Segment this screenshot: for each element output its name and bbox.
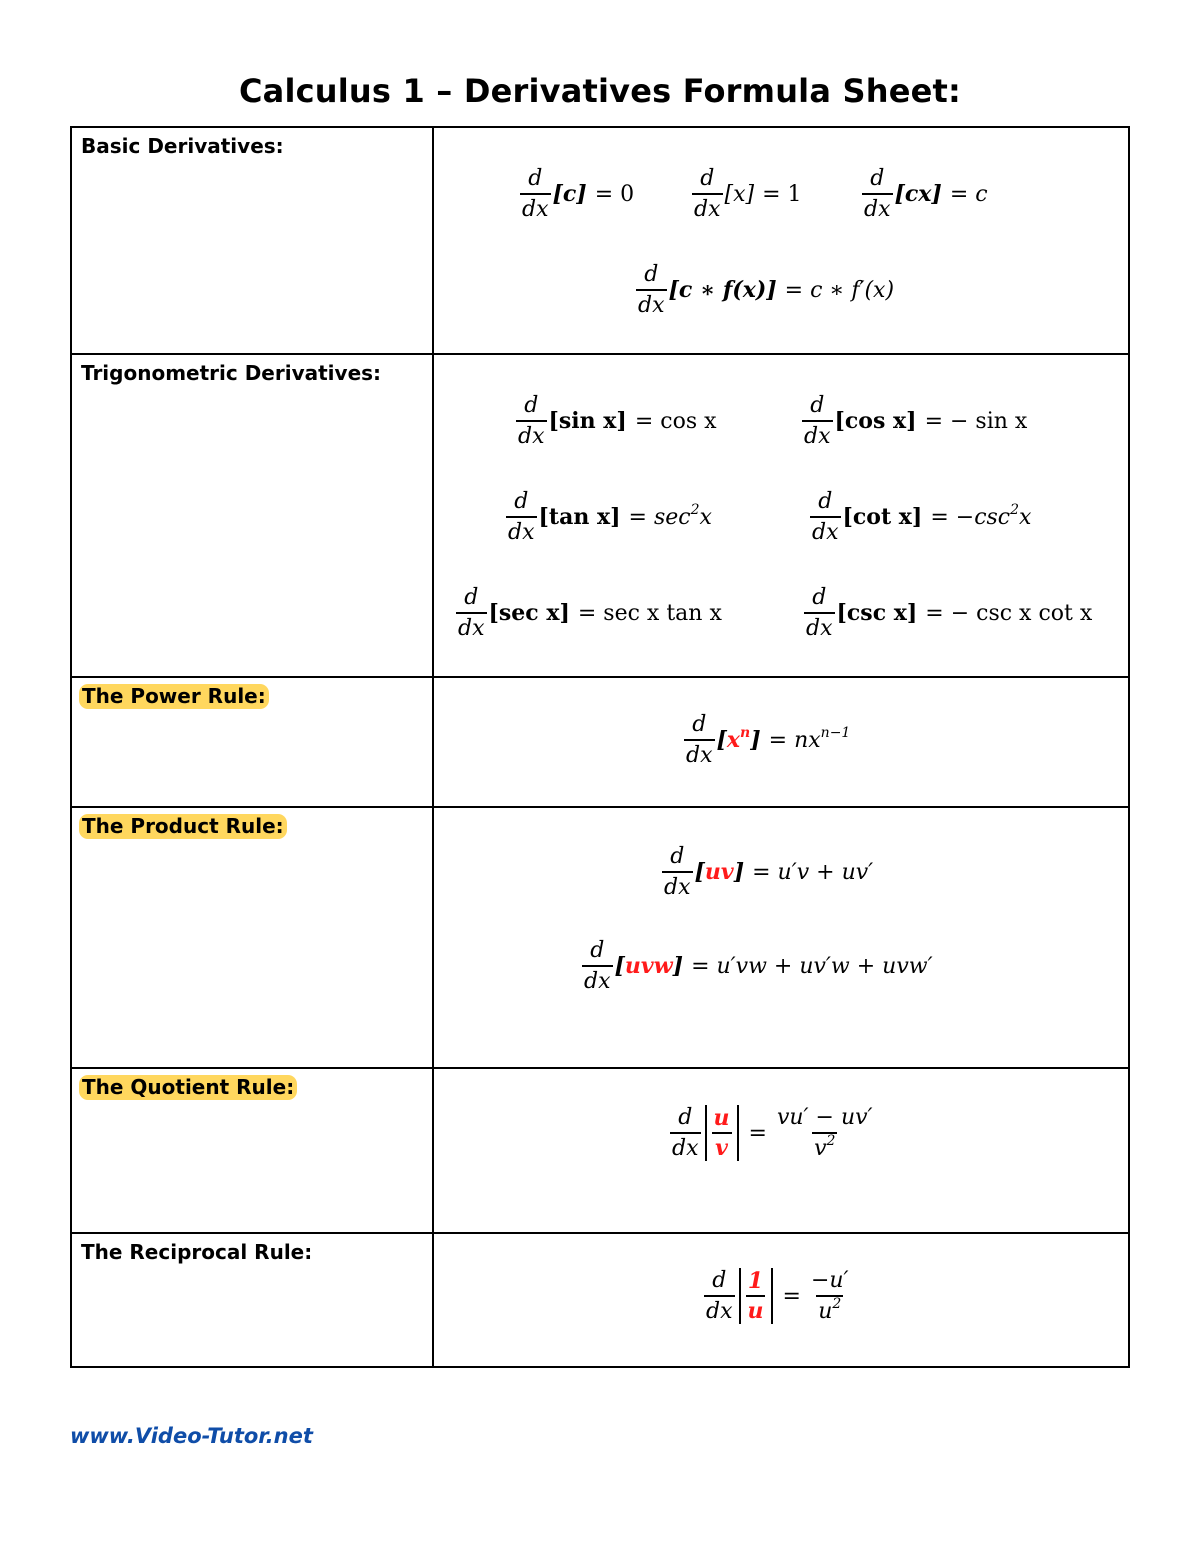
formula-argument: [uv] (694, 859, 745, 885)
formula-result: = sec x tan x (577, 600, 722, 626)
formula-result: = $-\csc^2x$ (930, 501, 1032, 530)
derivative-operator: $\frac{d}{dx}$ (638, 262, 665, 318)
section-reciprocal-rule (71, 1233, 1129, 1367)
formula-result: = 1 (762, 181, 802, 207)
formula-table (70, 126, 1130, 1368)
equals-sign: = (782, 1283, 801, 1309)
formula-result: = $\sec^2x$ (628, 501, 712, 530)
formula-result: = − csc x cot x (925, 600, 1093, 626)
formula-result: = − sin x (924, 408, 1028, 434)
formula-argument: [sin x] (548, 408, 627, 434)
formula-argument: [uvw] (614, 953, 684, 979)
section-label: The Power Rule: (79, 684, 269, 709)
bracketed-fraction: u v (705, 1105, 739, 1161)
formula-argument: [sec x] (488, 600, 570, 626)
formula-constant-multiple (636, 262, 894, 318)
formula-result: = c (949, 181, 988, 207)
formula-cos (802, 393, 1027, 449)
formula-tan (506, 489, 712, 545)
formula-sin (516, 393, 717, 449)
derivative-operator: $\frac{d}{dx}$ (672, 1105, 699, 1161)
formula-result: = 0 (594, 181, 635, 207)
formula-result: $\frac{-u'}{u^2}$ (810, 1268, 849, 1324)
section-label: The Quotient Rule: (79, 1075, 297, 1100)
formula-sec (456, 585, 722, 641)
derivative-operator: $\frac{d}{dx}$ (812, 489, 839, 545)
section-label: The Reciprocal Rule: (81, 1240, 313, 1264)
section-product-rule (71, 807, 1129, 1068)
formula-quotient-rule (670, 1105, 877, 1161)
derivative-operator: $\frac{d}{dx}$ (664, 844, 691, 900)
formula-product-uv (662, 844, 873, 900)
formula-argument: [cos x] (834, 408, 917, 434)
derivative-operator: $\frac{d}{dx}$ (864, 166, 891, 222)
derivative-operator: $\frac{d}{dx}$ (522, 166, 549, 222)
derivative-operator: $\frac{d}{dx}$ (694, 166, 721, 222)
footer-website-link[interactable]: www.Video-Tutor.net (70, 1424, 313, 1448)
formula-derivative-cx (862, 166, 988, 222)
formula-reciprocal-rule (704, 1268, 853, 1324)
derivative-operator: $\frac{d}{dx}$ (686, 712, 713, 768)
derivative-operator: $\frac{d}{dx}$ (584, 938, 611, 994)
section-quotient-rule (71, 1068, 1129, 1233)
formula-csc (804, 585, 1092, 641)
section-trig (71, 354, 1129, 677)
section-basic (71, 127, 1129, 354)
formula-derivative-constant (520, 166, 634, 222)
formula-argument: $[x^n]$ (716, 725, 761, 753)
section-label: Trigonometric Derivatives: (81, 361, 382, 385)
section-power-rule (71, 677, 1129, 807)
formula-argument: [csc x] (836, 600, 918, 626)
derivative-operator: $\frac{d}{dx}$ (806, 585, 833, 641)
formula-result: = c ∗ f′(x) (784, 277, 895, 303)
formula-argument: [c ∗ f(x)] (668, 277, 777, 303)
formula-result: $\frac{vu' - uv'}{v^2}$ (776, 1105, 873, 1161)
formula-argument: [cot x] (842, 504, 923, 530)
derivative-operator: $\frac{d}{dx}$ (706, 1268, 733, 1324)
section-label: The Product Rule: (79, 814, 287, 839)
page-title: Calculus 1 – Derivatives Formula Sheet: (238, 72, 962, 110)
derivative-operator: $\frac{d}{dx}$ (458, 585, 485, 641)
formula-result: = u′v + uv′ (752, 859, 874, 885)
formula-argument: [tan x] (538, 504, 621, 530)
formula-result: = $nx^{n-1}$ (768, 724, 851, 753)
bracketed-fraction: 1 u (739, 1268, 773, 1324)
formula-argument: [cx] (894, 181, 942, 207)
formula-argument: [c] (552, 181, 587, 207)
section-label: Basic Derivatives: (81, 134, 284, 158)
derivative-operator: $\frac{d}{dx}$ (804, 393, 831, 449)
formula-product-uvw (582, 938, 933, 994)
formula-result: = cos x (634, 408, 717, 434)
formula-argument: [x] (724, 181, 755, 207)
formula-result: = u′vw + uv′w + uvw′ (691, 953, 933, 979)
formula-power-rule (684, 712, 850, 768)
equals-sign: = (748, 1120, 767, 1146)
formula-cot (810, 489, 1031, 545)
derivative-operator: $\frac{d}{dx}$ (518, 393, 545, 449)
formula-derivative-x (692, 166, 802, 222)
derivative-operator: $\frac{d}{dx}$ (508, 489, 535, 545)
